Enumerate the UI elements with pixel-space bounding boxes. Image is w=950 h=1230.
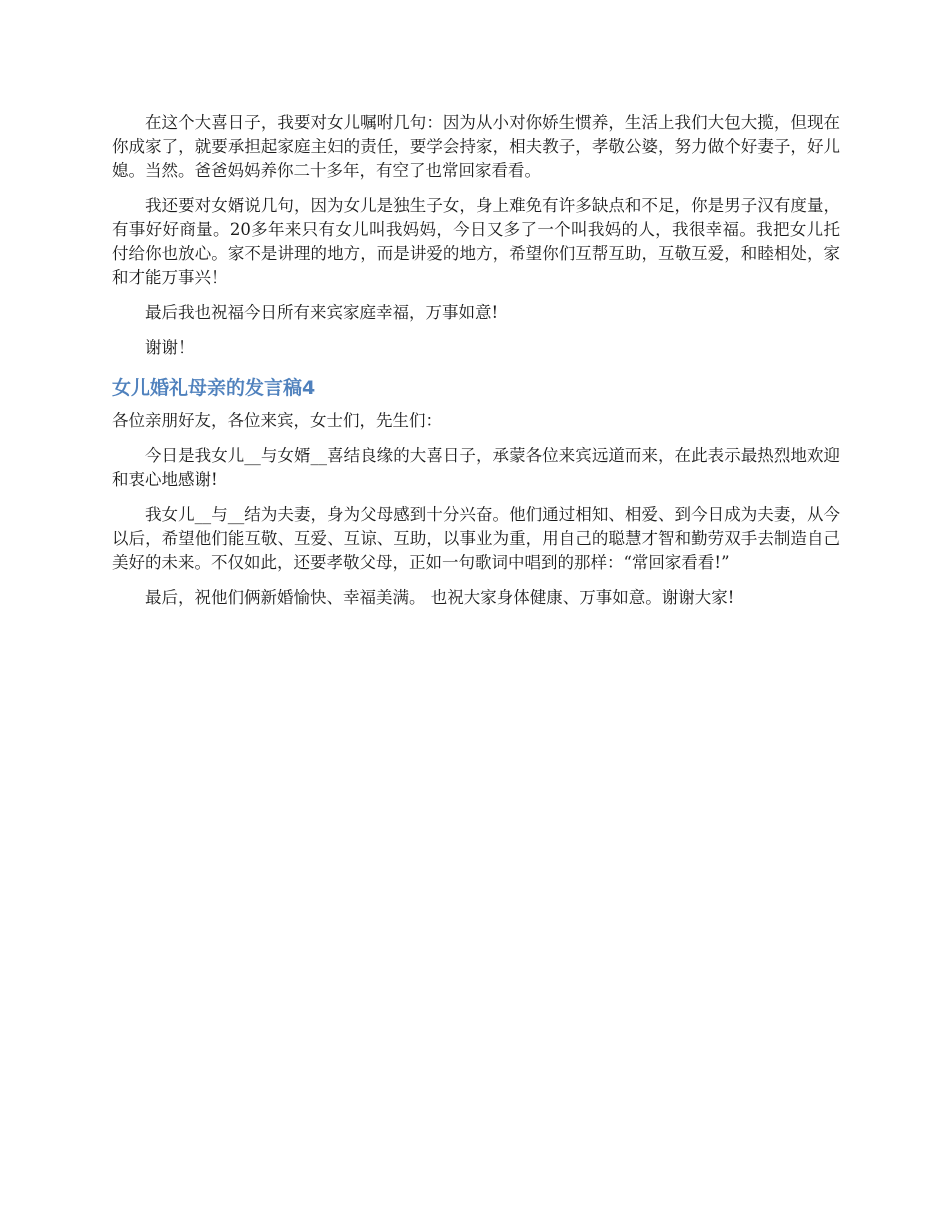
paragraph-marriage-wishes: 我女儿__与__结为夫妻，身为父母感到十分兴奋。他们通过相知、相爱、到今日成为夫妻，从今以后，希望他们能互敬、互爱、互谅、互助，以事业为重，用自己的聪慧才智和勤劳双手去制造自己美好的未来。不仅如此，还要孝敬父母，正如一句歌词中唱到的那样：“常回家看看!” <box>112 505 840 572</box>
document-body <box>112 111 840 621</box>
paragraph-welcome: 今日是我女儿__与女婿__喜结良缘的大喜日子，承蒙各位来宾远道而来，在此表示最热烈地欢迎和衷心地感谢! <box>112 446 840 489</box>
paragraph-advice-to-son-in-law: 我还要对女婿说几句，因为女儿是独生子女，身上难免有许多缺点和不足，你是男子汉有度量，有事好好商量。20多年来只有女儿叫我妈妈，今日又多了一个叫我妈的人，我很幸福。我把女儿托付给你也放心。家不是讲理的地方，而是讲爱的地方，希望你们互帮互助，互敬互爱，和睦相处，家和才能万事兴！ <box>112 196 840 287</box>
paragraph-wish-guests: 最后我也祝福今日所有来宾家庭幸福，万事如意! <box>145 303 499 322</box>
paragraph-advice-to-daughter: 在这个大喜日子，我要对女儿嘱咐几句：因为从小对你娇生惯养，生活上我们大包大揽，但现在你成家了，就要承担起家庭主妇的责任，要学会持家，相夫教子，孝敬公婆，努力做个好妻子，好儿媳。当然。爸爸妈妈养你二十多年，有空了也常回家看看。 <box>112 113 840 180</box>
section-heading: 女儿婚礼母亲的发言稿4 <box>112 377 316 399</box>
paragraph-thanks: 谢谢！ <box>145 338 195 357</box>
paragraph-closing: 最后，祝他们俩新婚愉快、幸福美满。 也祝大家身体健康、万事如意。谢谢大家! <box>145 588 735 607</box>
greeting-line: 各位亲朋好友，各位来宾，女士们，先生们： <box>112 411 442 430</box>
